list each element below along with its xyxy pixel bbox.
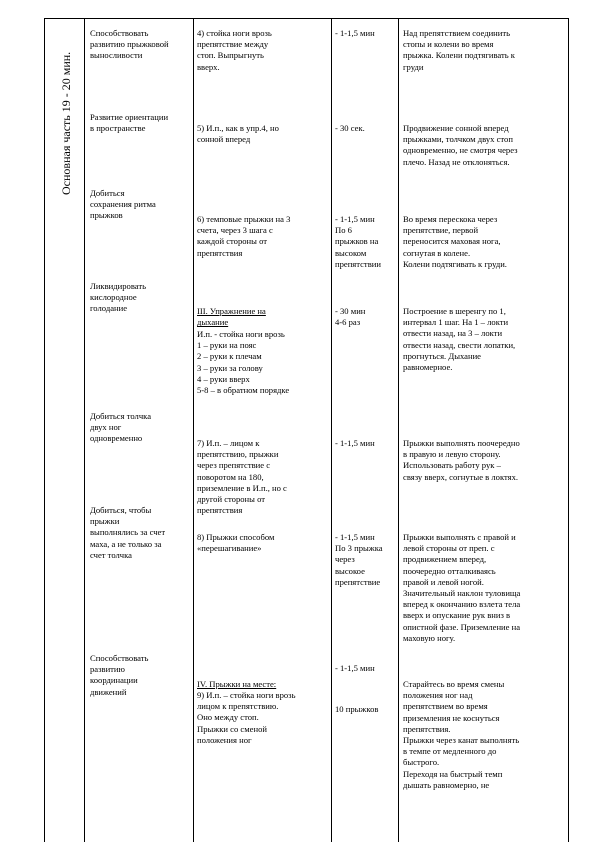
- method-note-text: Прыжки выполнять с правой и левой стороны от преп. с продвижением вперед, поочередно отталкиваясь правой и левой ногой. Значительный наклон туловища вперед к окончанию взлета тела вверх и опускание рук вниз в опистной фазе. Приземление на маховую ногу.: [403, 532, 521, 643]
- column-divider-4: [398, 18, 399, 842]
- column-divider-2: [193, 18, 194, 842]
- method-note-text: Построение в шеренгу по 1, интервал 1 шаг. На 1 – локти отвести назад, на 3 – локти отвести назад, свести лопатки, прогнуться. Дыхание равномерное.: [403, 306, 516, 373]
- goal-text: Добиться сохранения ритма прыжков: [90, 188, 156, 221]
- dosage-text: - 1-1,5 мин По 6 прыжков на высоком препятствии: [335, 214, 381, 269]
- exercise-section-heading: IV. Прыжки на месте:: [197, 679, 277, 689]
- method-note-text: Во время перескока через препятствие, первой переносится маховая нога, согнутая в колене. Колени подтягивать к груди.: [403, 214, 507, 269]
- method-note-text: Над препятствием соединить стопы и колени во время прыжка. Колени подтягивать к груди: [403, 28, 515, 72]
- method-note-text: Прыжки выполнять поочередно в правую и левую сторону. Использовать работу рук – связу вверх, согнутые в локтях.: [403, 438, 520, 482]
- table-left-border: [44, 18, 45, 842]
- section-label: Основная часть 19 - 20 мин.: [59, 51, 73, 195]
- dosage-text: - 30 сек.: [335, 123, 365, 133]
- exercise-section-heading: III. Упражнение на дыхание: [197, 306, 266, 328]
- exercise-text: 5) И.п., как в упр.4, но сонной вперед: [197, 123, 279, 145]
- exercise-text: 8) Прыжки способом «перешагивание»: [197, 532, 275, 554]
- exercise-text: 6) темповые прыжки на 3 счета, через 3 шага с каждой стороны от препятствия: [197, 214, 291, 258]
- goal-text: Способствовать развитию прыжковой выносливости: [90, 28, 169, 61]
- exercise-text: И.п. - стойка ноги врозь 1 – руки на пояс 2 – руки к плечам 3 – руки за голову 4 – руки вверх 5-8 – в обратном порядке: [197, 329, 290, 396]
- goal-text: Добиться толчка двух ног одновременно: [90, 411, 152, 444]
- dosage-text: 10 прыжков: [335, 704, 379, 714]
- dosage-text: - 30 мин 4-6 раз: [335, 306, 366, 328]
- goal-text: Развитие ориентации в пространстве: [90, 112, 169, 134]
- exercise-text: 4) стойка ноги врозь препятствие между стоп. Выпрыгнуть вверх.: [197, 28, 272, 72]
- method-note-text: Продвижение сонной вперед прыжками, толчком двух стоп одновременно, не смотря через плечо. Назад не отклоняться.: [403, 123, 518, 167]
- method-note-text: Старайтесь во время смены положения ног над препятствием во время приземления не коснуться препятствия. Прыжки через канат выполнять в темпе от медленного до быстрого. Переходя на быстрый темп дышать равномерно, не: [403, 679, 520, 790]
- table-right-border: [568, 18, 569, 842]
- dosage-text: - 1-1,5 мин По 3 прыжка через высокое препятствие: [335, 532, 383, 587]
- table-top-border: [44, 18, 568, 19]
- dosage-text: - 1-1,5 мин: [335, 28, 375, 38]
- dosage-text: - 1-1,5 мин: [335, 438, 375, 448]
- dosage-text: - 1-1,5 мин: [335, 663, 375, 673]
- column-divider-3: [331, 18, 332, 842]
- goal-text: Добиться, чтобы прыжки выполнялись за счет маха, а не только за счет толчка: [90, 505, 166, 560]
- goal-text: Ликвидировать кислородное голодание: [90, 281, 147, 314]
- column-divider-1: [84, 18, 85, 842]
- exercise-text: 7) И.п. – лицом к препятствию, прыжки через препятствие с поворотом на 180, приземление в И.п., но с другой стороны от препятствия: [197, 438, 287, 516]
- exercise-text: 9) И.п. – стойка ноги врозь лицом к препятствию. Оно между стоп. Прыжки со сменой положения ног: [197, 690, 296, 745]
- goal-text: Способствовать развитию координации движений: [90, 653, 149, 697]
